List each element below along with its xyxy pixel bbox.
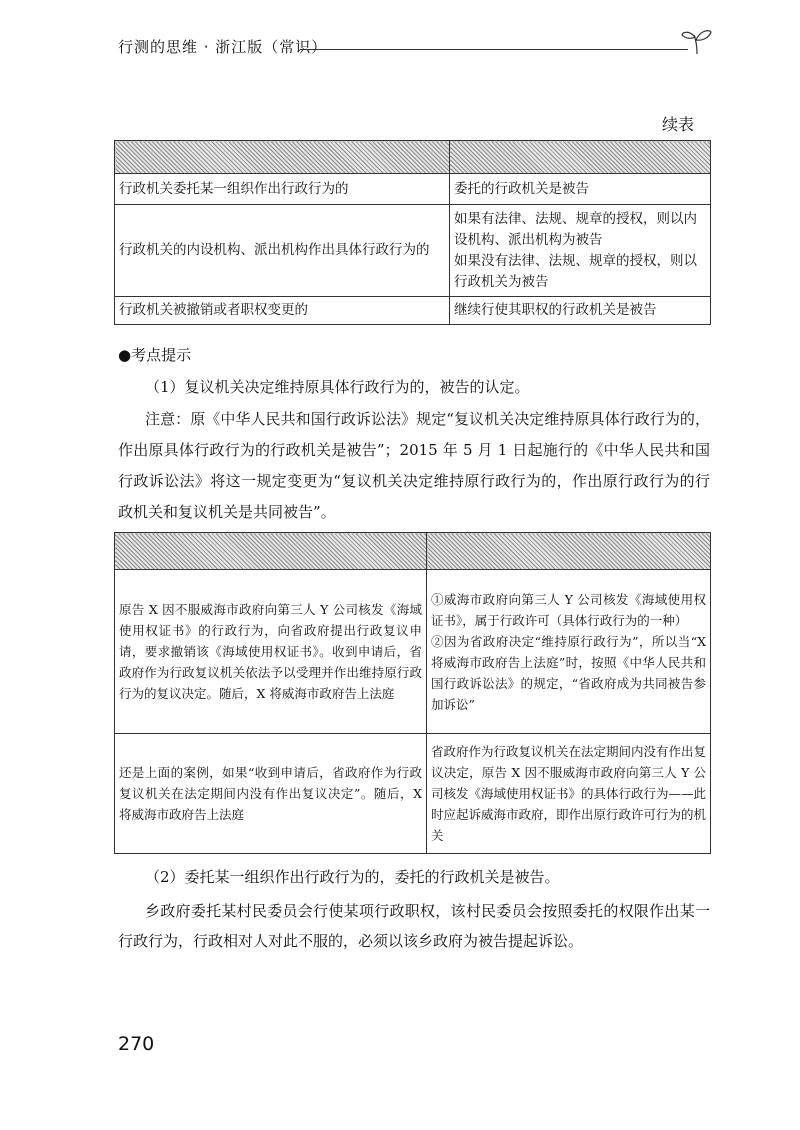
defendant-cell: 委托的行政机关是被告 (450, 174, 711, 205)
page-number: 270 (118, 1033, 155, 1055)
exam-tip-label: 考点提示 (131, 346, 192, 364)
analysis-cell: ①威海市政府向第三人 Y 公司核发《海域使用权证书》，属于行政许可（具体行政行为的一种） ②因为省政府决定“维持原行政行为”，所以当“X 将威海市政府告上法庭”时，按照《中华人民共和国行政诉讼法》的规定，“省政府成为共同被告参加诉讼” (427, 570, 711, 734)
exam-tip-heading (118, 344, 191, 365)
table-row (115, 174, 711, 205)
table-header-cell (115, 141, 450, 174)
exam-note: 注意：原《中华人民共和国行政诉讼法》规定“复议机关决定维持原具体行政行为的，作出原具体行政行为的行政机关是被告”；2015 年 5 月 1 日起施行的《中华人民共和国行政诉讼法》将这一规定变更为“复议机关决定维持原行政行为的，作出原行政行为的行政机关和复议机关是共同被告”。 (118, 410, 710, 521)
bullet-dot-icon: ● (118, 346, 132, 364)
table-row (115, 297, 711, 325)
continued-label: 续表 (661, 115, 694, 134)
situation-cell: 行政机关的内设机构、派出机构作出具体行政行为的 (115, 205, 450, 297)
case-analysis-table (114, 532, 711, 854)
exam-point-2-example: 乡政府委托某村民委员会行使某项行政职权，该村民委员会按照委托的权限作出某一行政行为，行政相对人对此不服的，必须以该乡政府为被告提起诉讼。 (118, 902, 710, 950)
table-row (115, 734, 711, 854)
running-header-title: 行测的思维 · 浙江版（常识） (118, 38, 328, 56)
analysis-cell: 省政府作为行政复议机关在法定期间内没有作出复议决定，原告 X 因不服威海市政府向第三人 Y 公司核发《海域使用权证书》的具体行政行为——此时应起诉威海市政府，即作出原行政许可行为的机关 (427, 734, 711, 854)
table-row (115, 205, 711, 297)
table-header-row (115, 141, 711, 174)
situation-cell: 行政机关委托某一组织作出行政行为的 (115, 174, 450, 205)
table-header-cell (115, 533, 427, 570)
case-cell: 还是上面的案例，如果“收到申请后，省政府作为行政复议机关在法定期间内没有作出复议决定”。随后，X 将威海市政府告上法庭 (115, 734, 427, 854)
defendant-cell: 继续行使其职权的行政机关是被告 (450, 297, 711, 325)
table-header-row (115, 533, 711, 570)
case-cell: 原告 X 因不服威海市政府向第三人 Y 公司核发《海域使用权证书》的行政行为，向省政府提出行政复议申请，要求撤销该《海域使用权证书》。收到申请后，省政府作为行政复议机关依法予以受理并作出维持原行政行为的复议决定。随后，X 将威海市政府告上法庭 (115, 570, 427, 734)
table-header-cell (450, 141, 711, 174)
exam-point-2: （2）委托某一组织作出行政行为的，委托的行政机关是被告。 (145, 868, 560, 886)
situation-cell: 行政机关被撤销或者职权变更的 (115, 297, 450, 325)
sprout-leaf-icon (680, 26, 714, 56)
header-rule (300, 49, 688, 50)
defendant-cell: 如果有法律、法规、规章的授权，则以内设机构、派出机构为被告 如果没有法律、法规、规章的授权，则以行政机关为被告 (450, 205, 711, 297)
table-header-cell (427, 533, 711, 570)
table-row (115, 570, 711, 734)
defendant-rules-table (114, 140, 711, 325)
exam-point-1: （1）复议机关决定维持原具体行政行为的，被告的认定。 (145, 378, 530, 396)
